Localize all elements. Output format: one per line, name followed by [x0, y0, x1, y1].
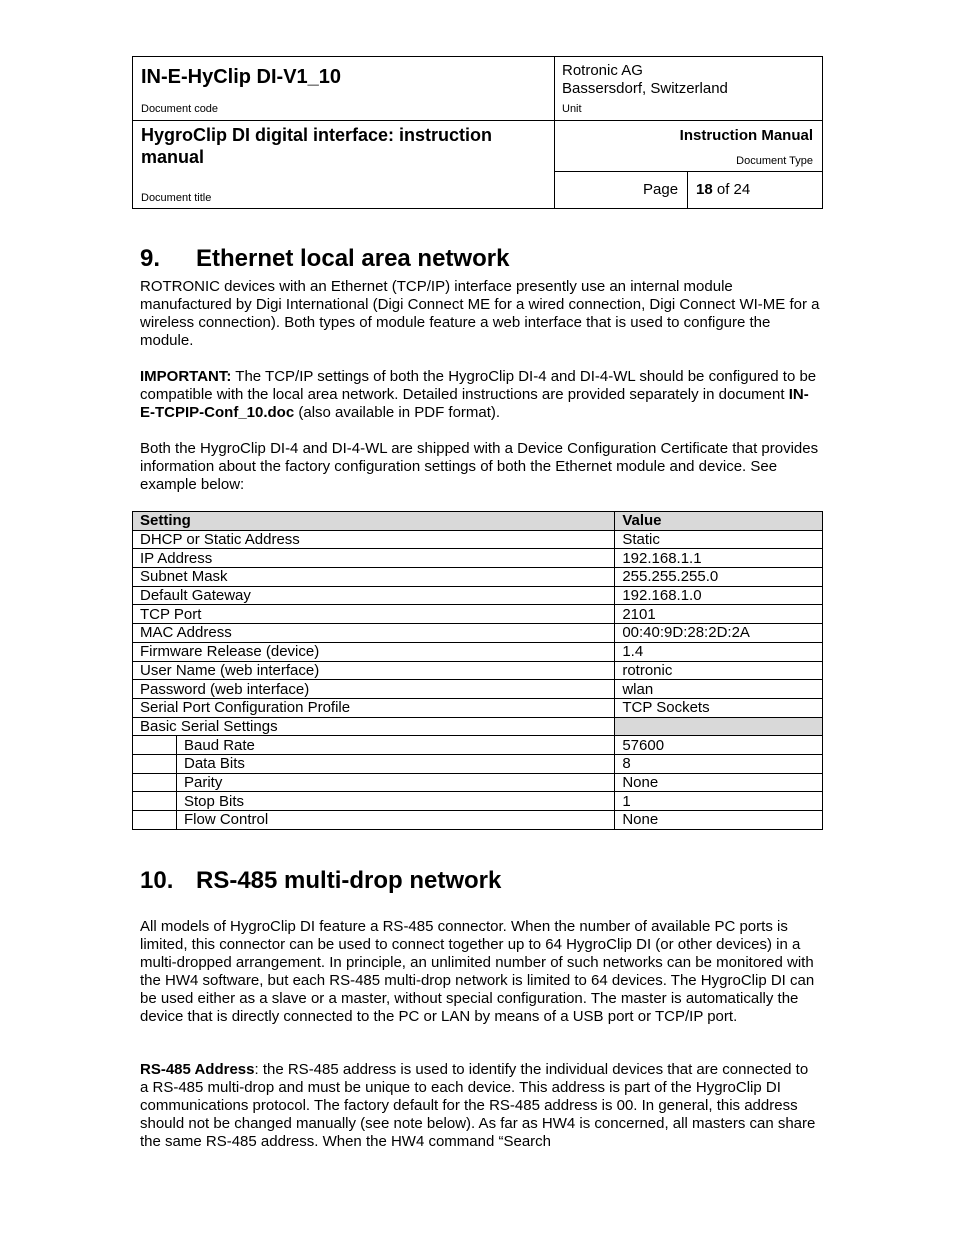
table-sub-row	[133, 792, 823, 811]
table-row	[133, 680, 823, 699]
paragraph: Both the HygroClip DI-4 and DI-4-WL are shipped with a Device Configuration Certificate that provides information about the factory configuration settings of both the Ethernet module and device. See example below:	[140, 440, 819, 493]
setting-cell: IP Address	[133, 549, 615, 568]
table-row	[133, 530, 823, 549]
rs485-address-paragraph	[140, 1061, 820, 1151]
setting-cell: Password (web interface)	[133, 680, 615, 699]
important-text: (also available in PDF format).	[294, 404, 501, 421]
configuration-table	[132, 511, 823, 830]
document-header	[132, 56, 823, 209]
value-cell	[615, 717, 823, 736]
document-type: Instruction Manual	[679, 127, 813, 144]
value-cell: 2101	[615, 605, 823, 624]
column-header-value: Value	[615, 512, 823, 531]
value-cell: wlan	[615, 680, 823, 699]
section-number: 9.	[140, 245, 161, 272]
table-sub-row	[133, 773, 823, 792]
header-divider	[554, 171, 822, 172]
page-label: Page	[643, 181, 679, 198]
important-text: The TCP/IP settings of both the HygroClip DI-4 and DI-4-WL should be configured to be compatible with the local area network. Detailed instructions are provided separately in document	[140, 368, 817, 403]
rs485-address-text: : the RS-485 address is used to identify the individual devices that are connected to a RS-485 multi-drop and must be unique to each device. This address is part of the HygroClip DI communications protocol. The factory default for the RS-485 address is 00. In general, this address should not be changed manually (see note below). As far as HW4 is concerned, all masters can share the same RS-485 address. When the HW4 command “Search	[140, 1061, 816, 1150]
value-cell: 255.255.255.0	[615, 568, 823, 587]
header-divider	[133, 120, 822, 121]
value-cell: 1.4	[615, 642, 823, 661]
value-cell: 1	[615, 792, 823, 811]
table-row	[133, 661, 823, 680]
document-code: IN-E-HyClip DI-V1_10	[141, 66, 342, 88]
value-cell: 192.168.1.1	[615, 549, 823, 568]
setting-cell: TCP Port	[133, 605, 615, 624]
section-title: RS-485 multi-drop network	[196, 867, 502, 894]
setting-cell: User Name (web interface)	[133, 661, 615, 680]
setting-cell: Serial Port Configuration Profile	[133, 698, 615, 717]
setting-cell: Stop Bits	[177, 792, 615, 811]
table-row	[133, 642, 823, 661]
value-cell: None	[615, 773, 823, 792]
indent-cell	[133, 773, 177, 792]
setting-cell: Basic Serial Settings	[133, 717, 615, 736]
document-type-label: Document Type	[736, 155, 813, 167]
value-cell: 192.168.1.0	[615, 586, 823, 605]
section-9-heading	[140, 245, 509, 273]
table-row	[133, 586, 823, 605]
indent-cell	[133, 792, 177, 811]
table-sub-row	[133, 811, 823, 830]
table-row	[133, 717, 823, 736]
value-cell: 8	[615, 754, 823, 773]
indent-cell	[133, 736, 177, 755]
page-number	[696, 181, 750, 198]
table-row	[133, 624, 823, 643]
document-code-label: Document code	[141, 103, 219, 115]
setting-cell: Default Gateway	[133, 586, 615, 605]
table-sub-row	[133, 754, 823, 773]
table-row	[133, 549, 823, 568]
value-cell: None	[615, 811, 823, 830]
page-total: of 24	[712, 181, 751, 198]
table-sub-row	[133, 736, 823, 755]
setting-cell: MAC Address	[133, 624, 615, 643]
important-note	[140, 368, 820, 422]
value-cell: 57600	[615, 736, 823, 755]
setting-cell: Data Bits	[177, 754, 615, 773]
important-label: IMPORTANT:	[140, 368, 232, 385]
paragraph: All models of HygroClip DI feature a RS-485 connector. When the number of available PC ports is limited, this connector can be used to connect together up to 64 HygroClip DI (or other devices) in a multi-dropped arrangement. In principle, an unlimited number of such networks can be monitored with the HW4 software, but each RS-485 multi-drop network is limited to 64 devices. The HygroClip DI can be used either as a slave or a master, without special configuration. The master is automatically the device that is directly connected to the PC or LAN by means of a USB port or TCP/IP port.	[140, 918, 815, 1025]
setting-cell: Baud Rate	[177, 736, 615, 755]
indent-cell	[133, 811, 177, 830]
header-divider	[687, 171, 688, 208]
value-cell: TCP Sockets	[615, 698, 823, 717]
table-row	[133, 605, 823, 624]
section-10-heading	[140, 867, 501, 895]
table-row	[133, 698, 823, 717]
document-title: HygroClip DI digital interface: instruction manual	[141, 125, 493, 167]
paragraph: ROTRONIC devices with an Ethernet (TCP/IP) interface presently use an internal module manufactured by Digi International (Digi Connect ME for a wired connection, Digi Connect WI-ME for a wireless connection). Both types of module feature a web interface that is used to configure the module.	[140, 278, 820, 349]
document-reference: IN-E-TCPIP-Conf_10.doc	[140, 386, 809, 421]
header-divider	[554, 57, 555, 208]
setting-cell: Parity	[177, 773, 615, 792]
value-cell: Static	[615, 530, 823, 549]
column-header-setting: Setting	[133, 512, 615, 531]
table-header-row	[133, 512, 823, 531]
section-number: 10.	[140, 867, 174, 894]
page-current: 18	[696, 181, 713, 198]
setting-cell: DHCP or Static Address	[133, 530, 615, 549]
setting-cell: Firmware Release (device)	[133, 642, 615, 661]
value-cell: rotronic	[615, 661, 823, 680]
setting-cell: Subnet Mask	[133, 568, 615, 587]
rs485-address-label: RS-485 Address	[140, 1061, 255, 1078]
unit-name: Rotronic AG	[562, 62, 643, 79]
unit-location: Bassersdorf, Switzerland	[562, 80, 728, 97]
table-row	[133, 568, 823, 587]
setting-cell: Flow Control	[177, 811, 615, 830]
indent-cell	[133, 754, 177, 773]
unit-label: Unit	[562, 103, 582, 115]
document-title-label: Document title	[141, 192, 212, 204]
section-title: Ethernet local area network	[196, 245, 510, 272]
value-cell: 00:40:9D:28:2D:2A	[615, 624, 823, 643]
